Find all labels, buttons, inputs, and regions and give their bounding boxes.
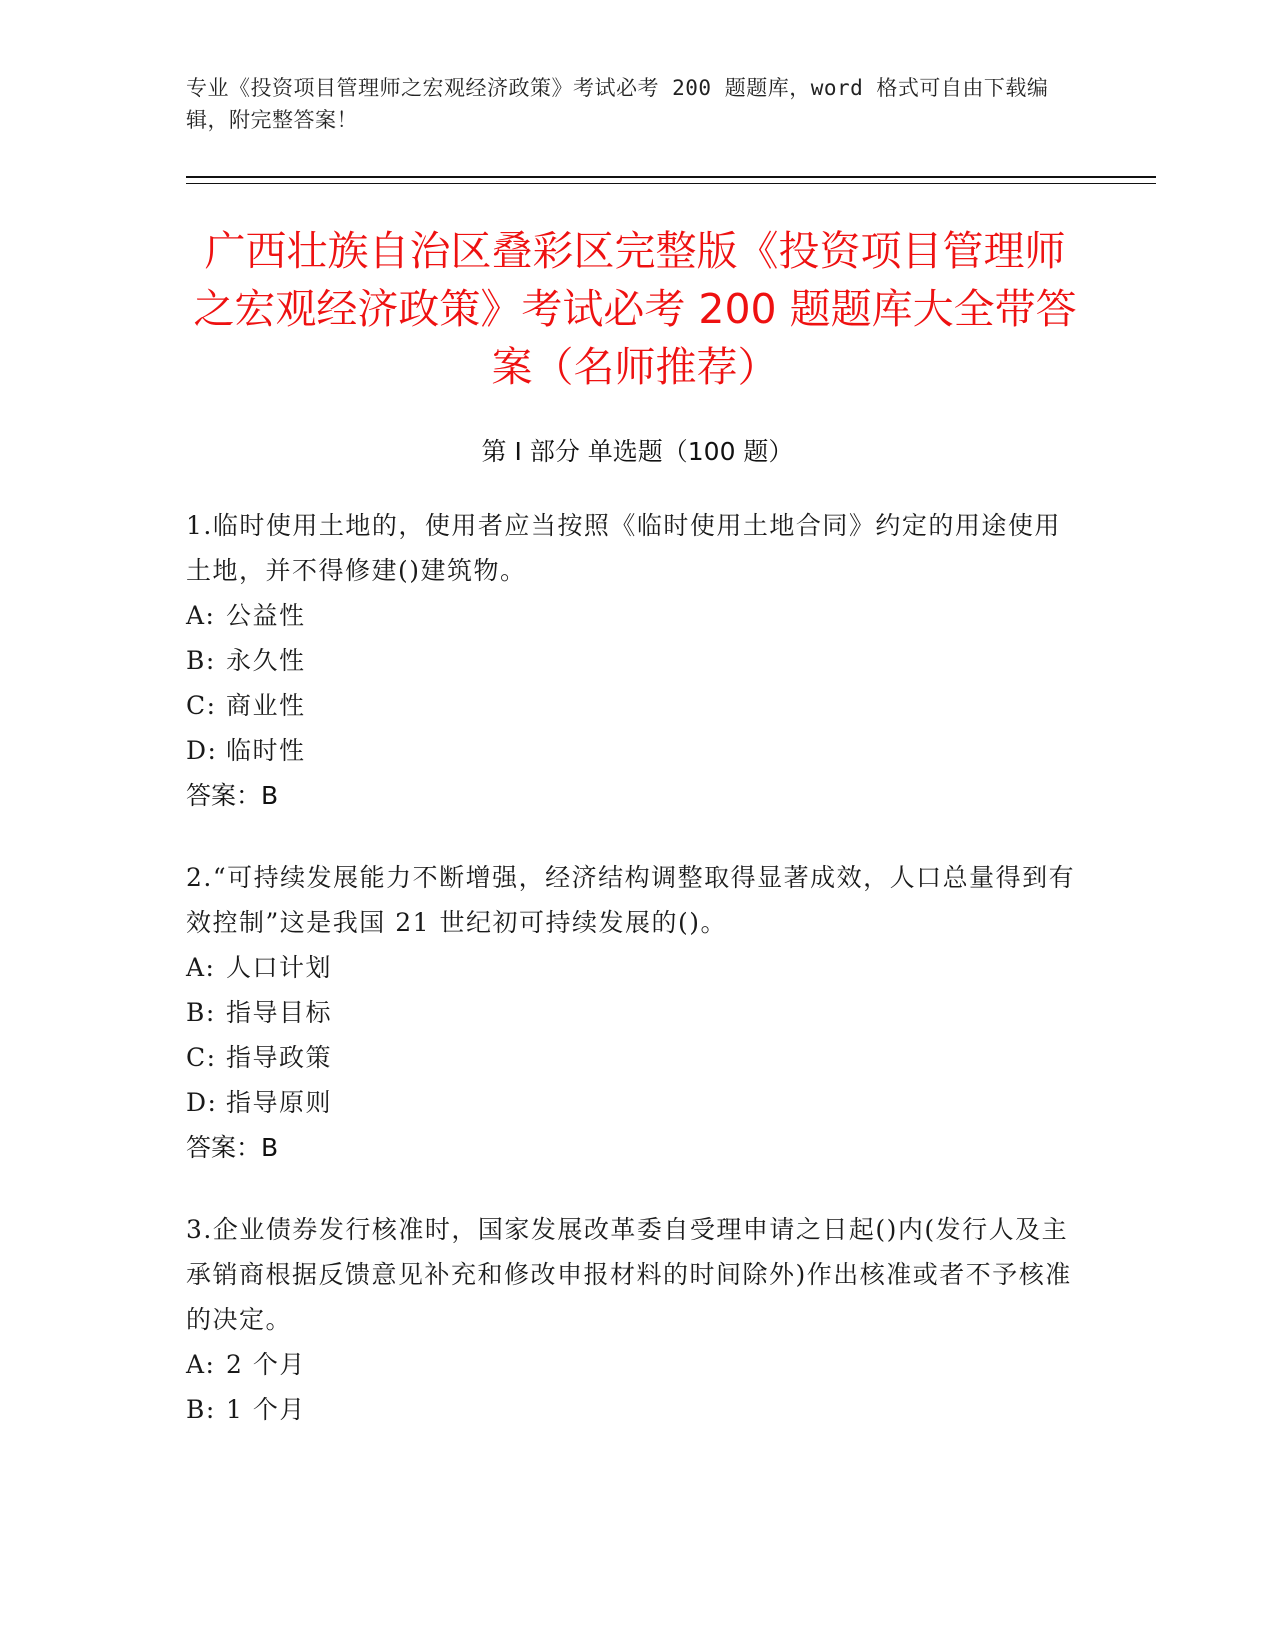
question-stem: 3.企业债券发行核准时，国家发展改革委自受理申请之日起()内(发行人及主承销商根据反馈意见补充和修改申报材料的时间除外)作出核准或者不予核准的决定。 xyxy=(186,1215,1072,1334)
option-b xyxy=(186,1387,1076,1432)
option-text: 2 个月 xyxy=(226,1350,306,1379)
option-c xyxy=(186,683,1076,728)
option-d xyxy=(186,1080,1076,1125)
option-letter: D: xyxy=(186,1088,218,1117)
header-rule-thick xyxy=(186,176,1156,178)
option-letter: C: xyxy=(186,691,217,720)
option-text: 永久性 xyxy=(226,646,306,675)
answer-line: 答案：B xyxy=(186,1133,279,1162)
question-1 xyxy=(186,503,1076,818)
option-a xyxy=(186,945,1076,990)
answer-line: 答案：B xyxy=(186,781,279,810)
option-letter: B: xyxy=(186,1395,216,1424)
option-letter: D: xyxy=(186,736,218,765)
header-rule-thin xyxy=(186,183,1156,184)
option-letter: B: xyxy=(186,998,216,1027)
question-stem: 2.“可持续发展能力不断增强，经济结构调整取得显著成效，人口总量得到有效控制”这是我国 21 世纪初可持续发展的()。 xyxy=(186,863,1076,937)
option-c xyxy=(186,1035,1076,1080)
option-a xyxy=(186,593,1076,638)
option-b xyxy=(186,990,1076,1035)
question-stem: 1.临时使用土地的，使用者应当按照《临时使用土地合同》约定的用途使用土地，并不得修建()建筑物。 xyxy=(186,511,1061,585)
option-text: 人口计划 xyxy=(226,953,333,982)
option-b xyxy=(186,638,1076,683)
option-text: 公益性 xyxy=(226,601,306,630)
option-d xyxy=(186,728,1076,773)
section-heading: 第 I 部分 单选题（100 题） xyxy=(481,437,794,466)
option-letter: B: xyxy=(186,646,216,675)
option-text: 指导政策 xyxy=(226,1043,333,1072)
option-text: 临时性 xyxy=(226,736,306,765)
option-letter: A: xyxy=(186,953,216,982)
option-letter: C: xyxy=(186,1043,217,1072)
document-title: 广西壮族自治区叠彩区完整版《投资项目管理师之宏观经济政策》考试必考 200 题题库大全带答案（名师推荐） xyxy=(193,227,1077,391)
option-letter: A: xyxy=(186,601,216,630)
option-text: 指导目标 xyxy=(226,998,333,1027)
option-text: 1 个月 xyxy=(226,1395,306,1424)
option-a xyxy=(186,1342,1076,1387)
question-2 xyxy=(186,855,1076,1170)
option-text: 指导原则 xyxy=(226,1088,333,1117)
question-3 xyxy=(186,1207,1076,1432)
option-text: 商业性 xyxy=(226,691,306,720)
option-letter: A: xyxy=(186,1350,216,1379)
header-note: 专业《投资项目管理师之宏观经济政策》考试必考 200 题题库，word 格式可自由下载编辑，附完整答案！ xyxy=(186,76,1049,132)
